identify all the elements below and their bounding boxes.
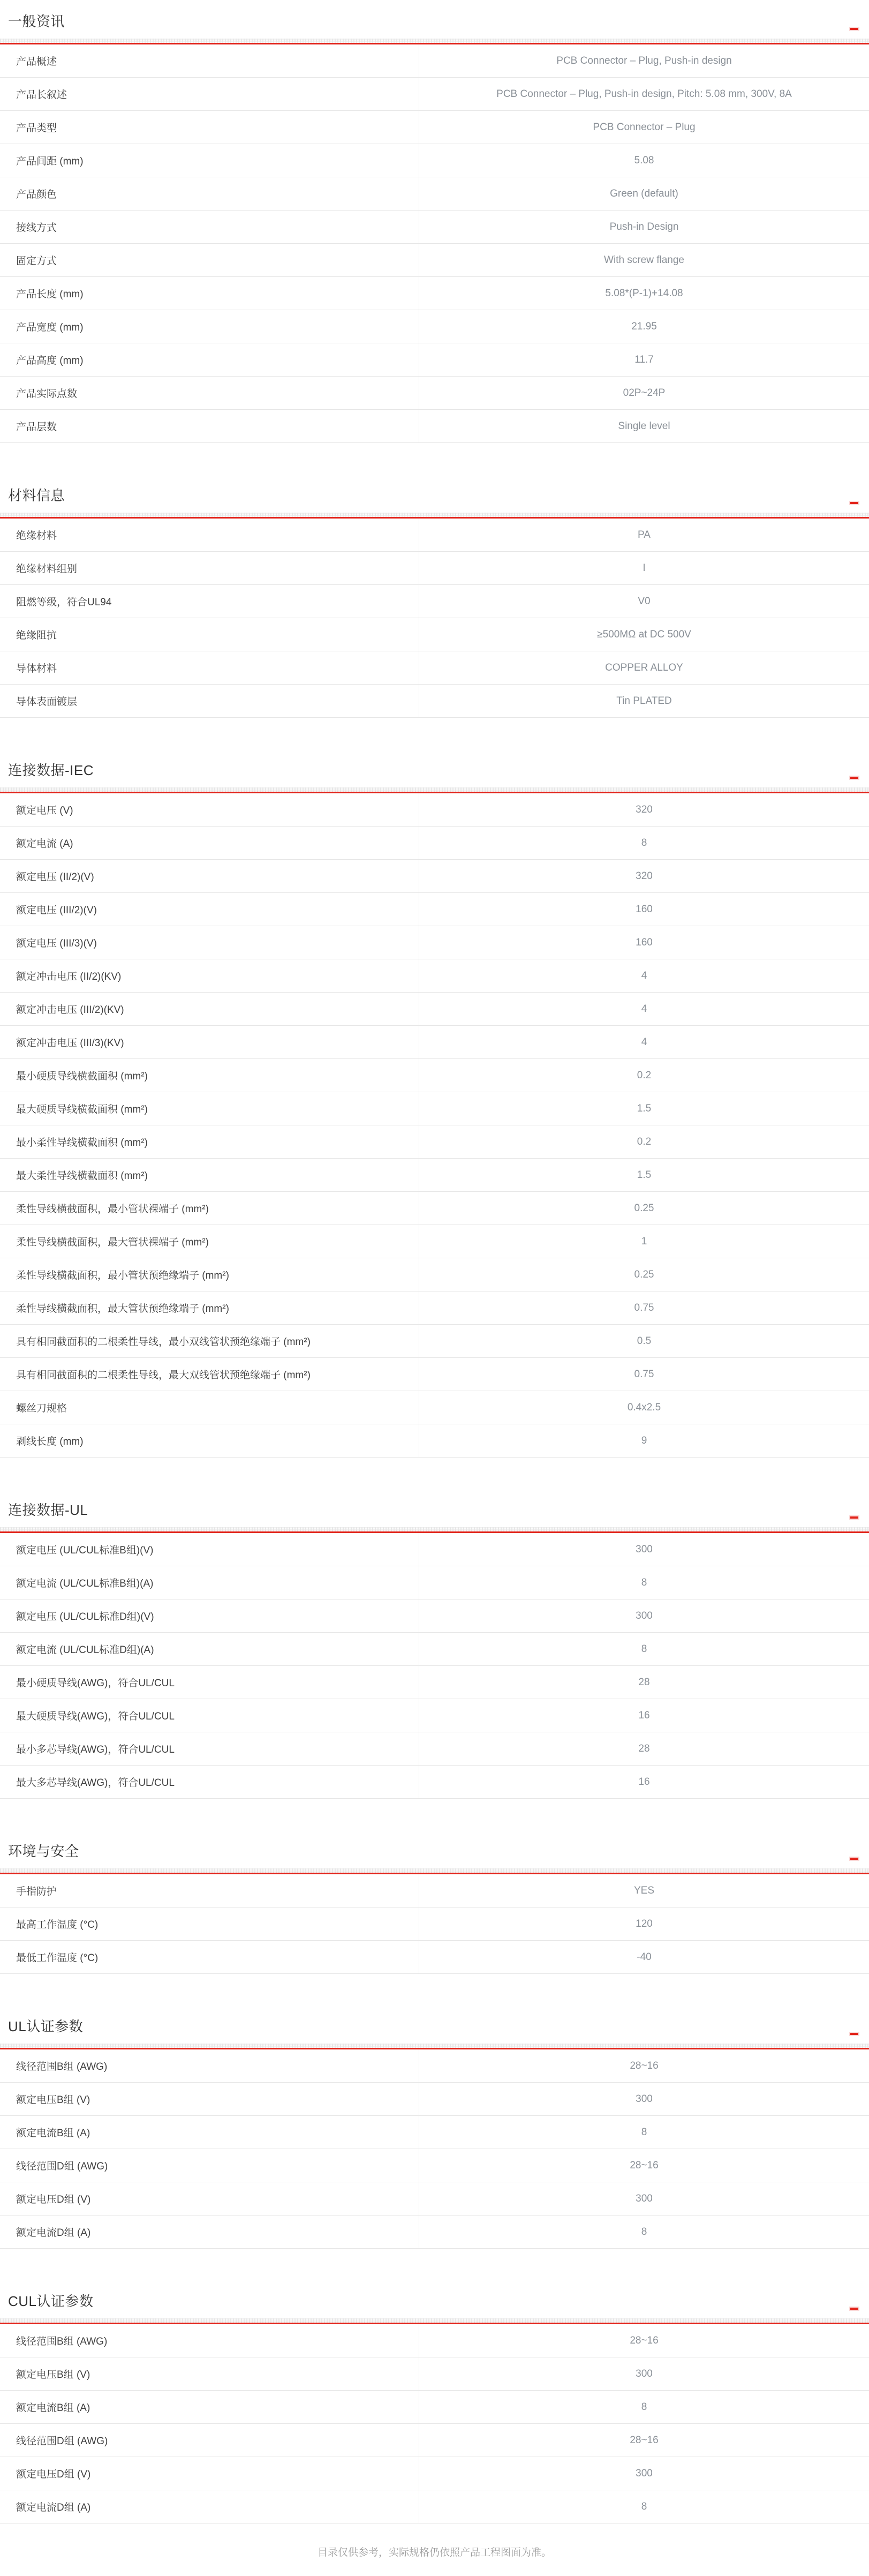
row-label: 线径范围D组 (AWG) xyxy=(0,2424,419,2457)
row-value: Green (default) xyxy=(610,187,678,199)
row-label: 线径范围B组 (AWG) xyxy=(0,2324,419,2357)
table-row xyxy=(0,343,869,377)
table-row xyxy=(0,1666,869,1699)
spec-section xyxy=(0,486,869,718)
row-label: 绝缘阻抗 xyxy=(0,618,419,651)
row-label: 产品间距 (mm) xyxy=(0,144,419,177)
row-value: 4 xyxy=(641,1003,647,1015)
section-title: 材料信息 xyxy=(8,487,65,504)
spec-table xyxy=(0,793,869,1458)
table-row xyxy=(0,893,869,926)
table-row xyxy=(0,310,869,343)
row-label: 额定电流 (UL/CUL标准B组)(A) xyxy=(0,1566,419,1599)
table-row xyxy=(0,1699,869,1732)
section-title: 环境与安全 xyxy=(8,1843,79,1859)
table-row xyxy=(0,793,869,827)
table-row xyxy=(0,1907,869,1941)
table-row xyxy=(0,44,869,78)
row-value: 1.5 xyxy=(637,1169,652,1181)
spec-table xyxy=(0,44,869,443)
row-value: 0.75 xyxy=(634,1302,654,1313)
row-value: 300 xyxy=(636,2467,653,2479)
table-row xyxy=(0,585,869,618)
table-row xyxy=(0,685,869,718)
minus-icon xyxy=(850,2308,858,2310)
row-value: COPPER ALLOY xyxy=(605,662,683,673)
section-stripe-texture xyxy=(0,2044,869,2048)
row-label: 产品概述 xyxy=(0,44,419,77)
row-value: -40 xyxy=(637,1951,652,1963)
row-label: 接线方式 xyxy=(0,211,419,243)
row-value: PCB Connector – Plug, Push-in design xyxy=(556,55,732,66)
spec-section xyxy=(0,2292,869,2524)
row-label: 柔性导线横截面积，最小管状预绝缘端子 (mm²) xyxy=(0,1258,419,1291)
row-label: 额定电流B组 (A) xyxy=(0,2116,419,2149)
row-label: 产品高度 (mm) xyxy=(0,343,419,376)
table-row xyxy=(0,1125,869,1159)
row-label: 额定电压 (V) xyxy=(0,793,419,826)
collapse-section-button[interactable] xyxy=(848,2305,860,2312)
table-row xyxy=(0,959,869,993)
section-title: 一般资讯 xyxy=(8,13,65,29)
minus-icon xyxy=(850,1516,858,1519)
row-label: 额定电压 (III/2)(V) xyxy=(0,893,419,926)
row-label: 剥线长度 (mm) xyxy=(0,1424,419,1457)
row-value: 28~16 xyxy=(630,2434,659,2446)
table-row xyxy=(0,993,869,1026)
minus-icon xyxy=(850,28,858,30)
minus-icon xyxy=(850,777,858,779)
row-value: 320 xyxy=(636,803,653,815)
page-footer: 目录仅供参考，实际规格仍依照产品工程图面为准。 xyxy=(317,2547,551,2558)
table-row xyxy=(0,2424,869,2457)
table-row xyxy=(0,1732,869,1766)
table-row xyxy=(0,144,869,177)
table-row xyxy=(0,2215,869,2249)
table-row xyxy=(0,651,869,685)
row-value: V0 xyxy=(638,595,651,607)
row-label: 额定电流D组 (A) xyxy=(0,2215,419,2248)
collapse-section-button[interactable] xyxy=(848,775,860,781)
row-value: 28~16 xyxy=(630,2334,659,2346)
row-label: 具有相同截面积的二根柔性导线，最大双线管状预绝缘端子 (mm²) xyxy=(0,1358,419,1391)
table-row xyxy=(0,2357,869,2391)
row-label: 柔性导线横截面积，最小管状裸端子 (mm²) xyxy=(0,1192,419,1225)
row-value: Single level xyxy=(618,420,670,432)
row-value: 8 xyxy=(641,2126,647,2138)
section-stripe-texture xyxy=(0,787,869,792)
table-row xyxy=(0,1533,869,1566)
row-label: 产品长度 (mm) xyxy=(0,277,419,310)
section-stripe-texture xyxy=(0,1868,869,1873)
row-label: 最低工作温度 (°C) xyxy=(0,1941,419,1973)
table-row xyxy=(0,1358,869,1391)
row-value: 300 xyxy=(636,1543,653,1555)
row-label: 额定冲击电压 (III/2)(KV) xyxy=(0,993,419,1025)
row-label: 产品类型 xyxy=(0,111,419,144)
row-value: 320 xyxy=(636,870,653,882)
section-stripe-texture xyxy=(0,39,869,43)
row-value: 28 xyxy=(638,1676,650,1688)
row-value: I xyxy=(643,562,646,574)
row-label: 具有相同截面积的二根柔性导线，最小双线管状预绝缘端子 (mm²) xyxy=(0,1325,419,1357)
table-row xyxy=(0,2182,869,2215)
row-value: Tin PLATED xyxy=(616,695,672,707)
table-row xyxy=(0,1291,869,1325)
row-label: 手指防护 xyxy=(0,1874,419,1907)
table-row xyxy=(0,1225,869,1258)
spec-table xyxy=(0,1533,869,1799)
row-value: 120 xyxy=(636,1918,653,1929)
spec-table xyxy=(0,2049,869,2249)
collapse-section-button[interactable] xyxy=(848,1856,860,1862)
row-value: 9 xyxy=(641,1435,647,1446)
row-label: 绝缘材料组别 xyxy=(0,552,419,584)
table-row xyxy=(0,1599,869,1633)
row-label: 最小多芯导线(AWG)，符合UL/CUL xyxy=(0,1732,419,1765)
table-row xyxy=(0,1159,869,1192)
row-value: 300 xyxy=(636,1610,653,1621)
row-label: 最大柔性导线横截面积 (mm²) xyxy=(0,1159,419,1191)
row-label: 额定电流 (A) xyxy=(0,827,419,859)
minus-icon xyxy=(850,502,858,504)
row-value: 4 xyxy=(641,970,647,981)
table-row xyxy=(0,2049,869,2083)
row-label: 固定方式 xyxy=(0,244,419,276)
row-label: 产品长叙述 xyxy=(0,78,419,110)
row-value: 160 xyxy=(636,903,653,915)
table-row xyxy=(0,1059,869,1092)
row-value: 0.25 xyxy=(634,1202,654,1214)
section-stripe-texture xyxy=(0,513,869,517)
row-value: 8 xyxy=(641,2500,647,2512)
row-value: 160 xyxy=(636,936,653,948)
table-row xyxy=(0,1026,869,1059)
row-label: 绝缘材料 xyxy=(0,519,419,551)
spec-table xyxy=(0,519,869,718)
row-label: 额定电压 (III/3)(V) xyxy=(0,926,419,959)
row-value: 0.75 xyxy=(634,1368,654,1380)
table-row xyxy=(0,277,869,310)
collapse-section-button[interactable] xyxy=(848,26,860,32)
table-row xyxy=(0,860,869,893)
row-value: 8 xyxy=(641,2401,647,2413)
section-stripe-texture xyxy=(0,2318,869,2323)
row-value: 28~16 xyxy=(630,2159,659,2171)
minus-icon xyxy=(850,2033,858,2035)
collapse-section-button[interactable] xyxy=(848,2031,860,2037)
row-label: 产品层数 xyxy=(0,410,419,442)
row-value: 16 xyxy=(638,1709,650,1721)
row-value: 8 xyxy=(641,1576,647,1588)
row-value: 28~16 xyxy=(630,2060,659,2071)
row-label: 额定电流B组 (A) xyxy=(0,2391,419,2423)
table-row xyxy=(0,2490,869,2524)
spec-table xyxy=(0,1874,869,1974)
row-value: 16 xyxy=(638,1776,650,1788)
row-label: 产品颜色 xyxy=(0,177,419,210)
section-stripe-texture xyxy=(0,1527,869,1531)
row-value: 8 xyxy=(641,837,647,848)
row-label: 额定电压 (UL/CUL标准B组)(V) xyxy=(0,1533,419,1566)
row-value: 21.95 xyxy=(631,320,657,332)
row-label: 额定电流 (UL/CUL标准D组)(A) xyxy=(0,1633,419,1665)
table-row xyxy=(0,1766,869,1799)
table-row xyxy=(0,2083,869,2116)
table-row xyxy=(0,78,869,111)
spec-section xyxy=(0,1500,869,1799)
table-row xyxy=(0,1391,869,1424)
table-row xyxy=(0,1566,869,1599)
row-label: 额定电压D组 (V) xyxy=(0,2182,419,2215)
spec-section xyxy=(0,761,869,1458)
row-value: 1 xyxy=(641,1235,647,1247)
table-row xyxy=(0,1874,869,1907)
spec-section xyxy=(0,1842,869,1974)
table-row xyxy=(0,1325,869,1358)
sections-container xyxy=(0,12,869,2524)
row-value: 0.2 xyxy=(637,1136,652,1147)
row-value: 4 xyxy=(641,1036,647,1048)
spec-table xyxy=(0,2324,869,2524)
table-row xyxy=(0,1941,869,1974)
row-value: With screw flange xyxy=(604,254,684,266)
row-label: 额定电流D组 (A) xyxy=(0,2490,419,2523)
section-title: 连接数据-IEC xyxy=(8,762,94,778)
row-value: 300 xyxy=(636,2192,653,2204)
table-row xyxy=(0,2324,869,2357)
row-label: 线径范围D组 (AWG) xyxy=(0,2149,419,2182)
row-label: 柔性导线横截面积，最大管状预绝缘端子 (mm²) xyxy=(0,1291,419,1324)
spec-page xyxy=(0,12,869,2560)
row-value: YES xyxy=(633,1884,655,1896)
row-value: 300 xyxy=(636,2093,653,2105)
table-row xyxy=(0,211,869,244)
table-row xyxy=(0,2391,869,2424)
table-row xyxy=(0,827,869,860)
table-row xyxy=(0,2116,869,2149)
row-value: 5.08 xyxy=(634,154,654,166)
row-label: 产品实际点数 xyxy=(0,377,419,409)
row-value: 5.08*(P-1)+14.08 xyxy=(605,287,683,299)
table-row xyxy=(0,410,869,443)
row-label: 最小柔性导线横截面积 (mm²) xyxy=(0,1125,419,1158)
row-value: 1.5 xyxy=(637,1102,652,1114)
minus-icon xyxy=(850,1858,858,1860)
row-label: 额定冲击电压 (II/2)(KV) xyxy=(0,959,419,992)
row-value: Push-in Design xyxy=(609,221,679,232)
row-value: 11.7 xyxy=(634,354,654,365)
row-value: 8 xyxy=(641,2226,647,2237)
section-title: UL认证参数 xyxy=(8,2018,84,2034)
spec-section xyxy=(0,2017,869,2249)
table-row xyxy=(0,377,869,410)
spec-section xyxy=(0,12,869,443)
row-label: 额定电压 (UL/CUL标准D组)(V) xyxy=(0,1599,419,1632)
row-label: 最大多芯导线(AWG)，符合UL/CUL xyxy=(0,1766,419,1798)
row-label: 产品宽度 (mm) xyxy=(0,310,419,343)
row-label: 柔性导线横截面积，最大管状裸端子 (mm²) xyxy=(0,1225,419,1258)
row-value: 0.5 xyxy=(637,1335,652,1347)
table-row xyxy=(0,552,869,585)
row-value: 28 xyxy=(638,1743,650,1754)
table-row xyxy=(0,618,869,651)
row-label: 最高工作温度 (°C) xyxy=(0,1907,419,1940)
section-title: 连接数据-UL xyxy=(8,1502,88,1518)
row-label: 最小硬质导线(AWG)，符合UL/CUL xyxy=(0,1666,419,1699)
row-value: PCB Connector – Plug xyxy=(593,121,696,133)
row-label: 导体表面镀层 xyxy=(0,685,419,717)
row-label: 最大硬质导线横截面积 (mm²) xyxy=(0,1092,419,1125)
row-value: PCB Connector – Plug, Push-in design, Pitch: 5.08 mm, 300V, 8A xyxy=(496,88,792,100)
row-value: 8 xyxy=(641,1643,647,1655)
table-row xyxy=(0,2457,869,2490)
row-label: 额定电压D组 (V) xyxy=(0,2457,419,2490)
row-value: ≥500MΩ at DC 500V xyxy=(597,628,691,640)
row-label: 线径范围B组 (AWG) xyxy=(0,2049,419,2082)
row-value: 0.25 xyxy=(634,1268,654,1280)
section-title: CUL认证参数 xyxy=(8,2293,94,2309)
table-row xyxy=(0,1092,869,1125)
table-row xyxy=(0,177,869,211)
table-row xyxy=(0,2149,869,2182)
row-label: 阻燃等级，符合UL94 xyxy=(0,585,419,618)
row-label: 额定冲击电压 (III/3)(KV) xyxy=(0,1026,419,1058)
row-value: 300 xyxy=(636,2368,653,2379)
table-row xyxy=(0,244,869,277)
table-row xyxy=(0,926,869,959)
collapse-section-button[interactable] xyxy=(848,1514,860,1521)
table-row xyxy=(0,1633,869,1666)
row-label: 额定电压B组 (V) xyxy=(0,2357,419,2390)
table-row xyxy=(0,1424,869,1458)
table-row xyxy=(0,111,869,144)
row-label: 导体材料 xyxy=(0,651,419,684)
row-label: 额定电压 (II/2)(V) xyxy=(0,860,419,892)
row-label: 额定电压B组 (V) xyxy=(0,2083,419,2115)
table-row xyxy=(0,1192,869,1225)
row-value: PA xyxy=(638,529,651,540)
collapse-section-button[interactable] xyxy=(848,500,860,506)
row-label: 最小硬质导线横截面积 (mm²) xyxy=(0,1059,419,1092)
row-label: 螺丝刀规格 xyxy=(0,1391,419,1424)
table-row xyxy=(0,1258,869,1291)
row-label: 最大硬质导线(AWG)，符合UL/CUL xyxy=(0,1699,419,1732)
table-row xyxy=(0,519,869,552)
row-value: 0.4x2.5 xyxy=(627,1401,661,1413)
row-value: 0.2 xyxy=(637,1069,652,1081)
row-value: 02P~24P xyxy=(623,387,666,399)
